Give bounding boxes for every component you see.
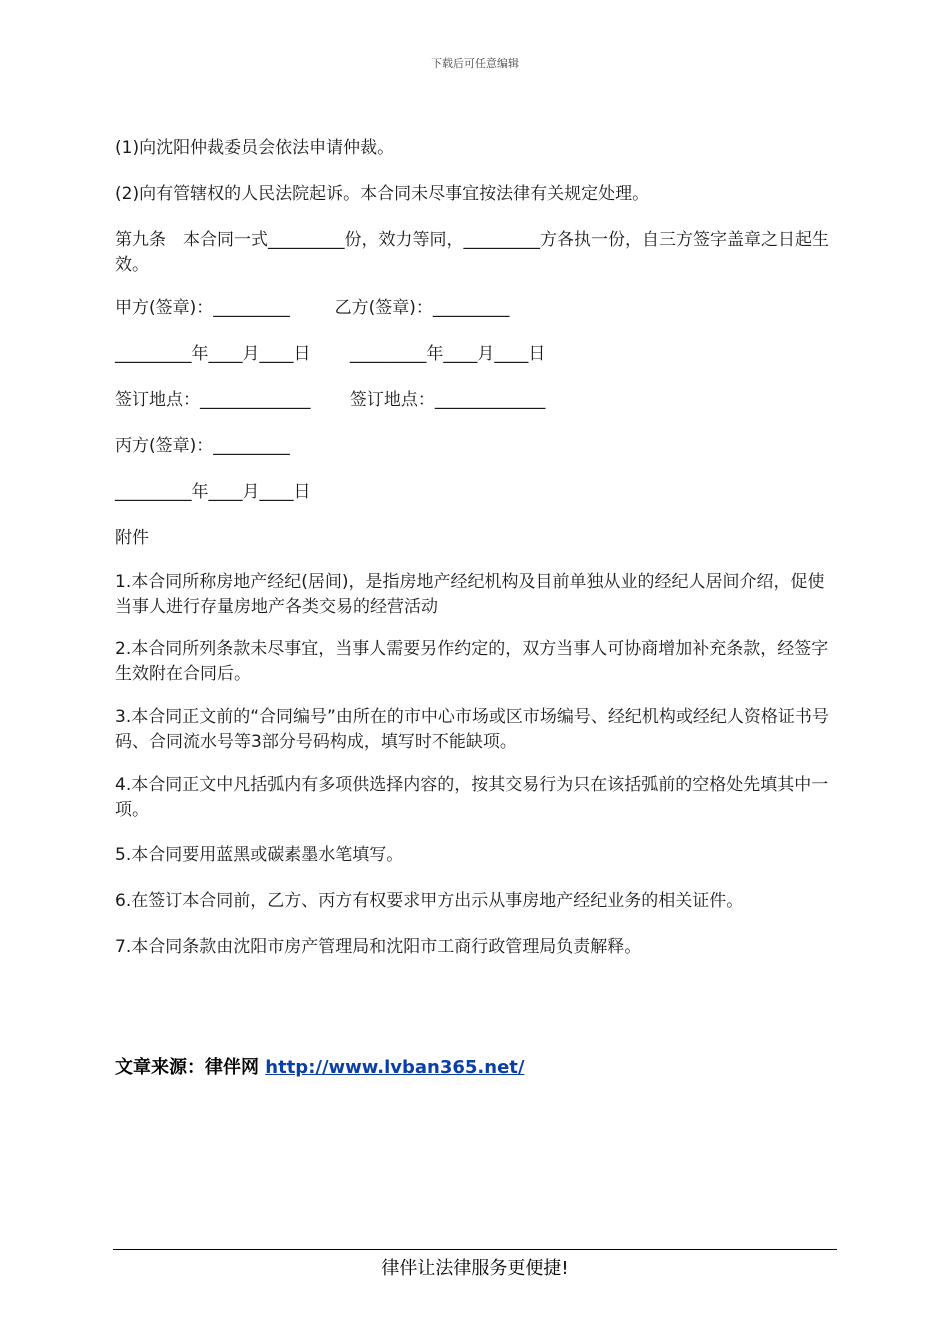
date-line-c: _________年____月____日 [115, 482, 311, 502]
paragraph-lawsuit: (2)向有管辖权的人民法院起诉。本合同未尽事宜按法律有关规定处理。 [115, 184, 650, 204]
source-link[interactable]: http://www.lvban365.net/ [265, 1057, 525, 1078]
appendix-item-4: 4.本合同正文中凡括弧内有多项供选择内容的，按其交易行为只在该括弧前的空格处先填其中一项。 [115, 775, 829, 820]
signing-place-line: 签订地点：_____________ 签订地点：_____________ [115, 390, 546, 410]
appendix-item-7: 7.本合同条款由沈阳市房产管理局和沈阳市工商行政管理局负责解释。 [115, 937, 642, 957]
appendix-item-2: 2.本合同所列条款未尽事宜，当事人需要另作约定的，双方当事人可协商增加补充条款，经签字生效附在合同后。 [115, 639, 829, 684]
article-source [115, 1053, 524, 1079]
source-label: 文章来源：律伴网 [115, 1057, 266, 1078]
appendix-item-1: 1.本合同所称房地产经纪(居间)，是指房地产经纪机构及目前单独从业的经纪人居间介绍，促使当事人进行存量房地产各类交易的经营活动 [115, 572, 825, 617]
date-line-a-b: _________年____月____日 _________年____月____日 [115, 344, 546, 364]
paragraph-article-nine: 第九条 本合同一式_________份，效力等同，_________方各执一份，自三方签字盖章之日起生效。 [115, 230, 829, 275]
footer-divider [113, 1249, 837, 1250]
signature-party-c: 丙方(签章)：_________ [115, 436, 290, 456]
appendix-item-6: 6.在签订本合同前，乙方、丙方有权要求甲方出示从事房地产经纪业务的相关证件。 [115, 891, 744, 911]
appendix-heading: 附件 [115, 528, 149, 548]
page-header: 下载后可任意编辑 [431, 57, 519, 70]
appendix-item-5: 5.本合同要用蓝黑或碳素墨水笔填写。 [115, 845, 404, 865]
paragraph-arbitration: (1)向沈阳仲裁委员会依法申请仲裁。 [115, 138, 395, 158]
appendix-item-3: 3.本合同正文前的“合同编号”由所在的市中心市场或区市场编号、经纪机构或经纪人资格证书号码、合同流水号等3部分号码构成，填写时不能缺项。 [115, 707, 829, 752]
page-footer: 律伴让法律服务更便捷! [381, 1258, 569, 1279]
signature-party-a-b: 甲方(签章)：_________ 乙方(签章)：_________ [115, 298, 510, 318]
